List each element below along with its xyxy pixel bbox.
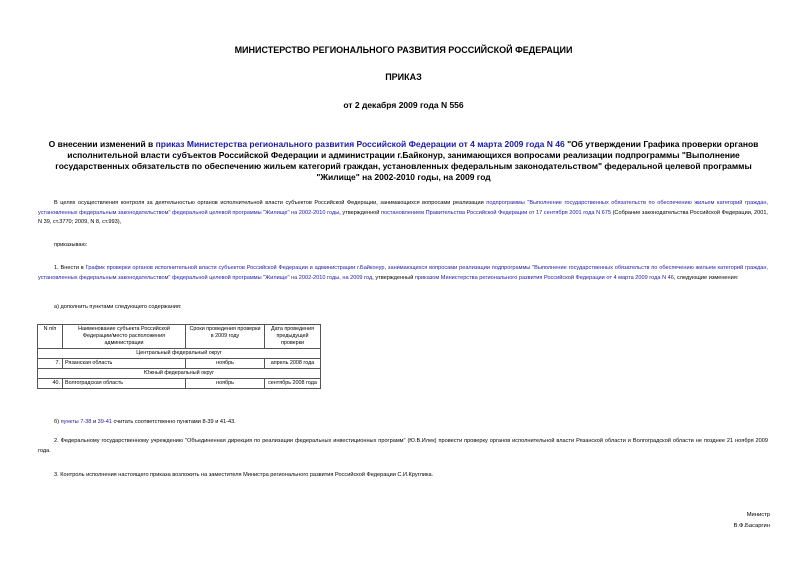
row2-name: Волгоградская область — [63, 379, 186, 389]
item1-text1: 1. Внести в — [54, 265, 84, 271]
table-group-row — [38, 369, 321, 379]
item1-text2: , утвержденный — [372, 274, 414, 281]
table-row — [38, 379, 321, 389]
inspection-table — [37, 324, 321, 389]
signature-name: В.Ф.Басаргин — [733, 523, 770, 529]
item-1b — [54, 418, 236, 428]
header-name: Наименование субъекта Российской Федерации/место расположения администрации — [63, 325, 186, 349]
ministry-heading: МИНИСТЕРСТВО РЕГИОНАЛЬНОГО РАЗВИТИЯ РОССИЙСКОЙ ФЕДЕРАЦИИ — [234, 45, 573, 55]
header-num: N п/п — [38, 325, 63, 349]
para1-text2: , утвержденной — [339, 209, 380, 216]
paragraph-item-3: 3. Контроль исполнения настоящего приказа возложить на заместителя Министра регионального развития Российской Федерации С.И.Круглика. — [54, 472, 434, 478]
paragraph-intro — [38, 199, 768, 228]
header-date: Дата проведения предыдущей проверки — [265, 325, 321, 349]
group-central: Центральный федеральный округ — [38, 349, 321, 359]
para1-text3: (Собрание законодательства Российской Федерации, 2001, N 39, ст.3770; 2009, N 8, ст.993), — [38, 209, 768, 226]
row1-term: ноябрь — [186, 359, 265, 369]
item1b-link-39-41[interactable]: 39-41 — [97, 419, 112, 425]
item1-link-schedule[interactable]: График проверки органов исполнительной власти субъектов Российской Федерации и администрации г.Байконур, занимающихся вопросами реализации подпрограммы "Выполнение государственных обязательств по обеспечению жильем категорий граждан, установленных федеральным законодательством" федеральной целевой программы "Жилище" на 2002-2010 годы, на 2009 год — [38, 265, 768, 281]
para1-link-resolution-675[interactable]: постановлением Правительства Российской Федерации от 17 сентября 2001 года N 675 — [380, 209, 611, 216]
row1-num: 7. — [38, 359, 63, 369]
title-prefix: О внесении изменений в — [48, 139, 154, 149]
paragraph-item-1 — [38, 264, 768, 283]
signature-position: Министр — [746, 512, 770, 518]
item1b-text1: б) — [54, 419, 60, 425]
table-header-row — [38, 325, 321, 349]
para1-link-subprogram[interactable]: подпрограммы "Выполнение государственных обязательств по обеспечению жильем категорий граждан, установленных федеральным законодательством" федеральной целевой программы "Жилище" на 2002-2010 годы — [38, 200, 768, 216]
row2-term: ноябрь — [186, 379, 265, 389]
table-group-row — [38, 349, 321, 359]
table-row — [38, 359, 321, 369]
item-1a: а) дополнить пунктами следующего содержания: — [54, 304, 182, 310]
item1-text3: , следующие изменения: — [673, 274, 739, 281]
row1-date: апрель 2008 года — [265, 359, 321, 369]
row2-date: сентябрь 2008 года — [265, 379, 321, 389]
title-link-order-46[interactable]: приказ Министерства регионального развития Российской Федерации от 4 марта 2009 года N 46 — [155, 139, 565, 149]
doc-type-heading: ПРИКАЗ — [385, 72, 422, 82]
signature-block — [734, 510, 770, 532]
item1b-link-7-38[interactable]: пункты 7-38 — [60, 419, 92, 425]
order-word: приказываю: — [54, 242, 88, 248]
row1-name: Рязанская область — [63, 359, 186, 369]
item1-link-order-46[interactable]: приказом Министерства регионального развития Российской Федерации от 4 марта 2009 года N 46 — [414, 274, 674, 281]
para1-text1: В целях осуществления контроля за деятельностью органов исполнительной власти субъектов Российской Федерации, занимающихся вопросами реализации — [54, 200, 484, 206]
header-term: Сроки проведения проверки в 2009 году — [186, 325, 265, 349]
paragraph-item-2 — [38, 437, 768, 456]
title-suffix: "Об утверждении Графика проверки органов исполнительной власти субъектов Российской Федерации и администрации г.Байконур, занимающихся вопросами реализации подпрограммы "Выполнение государственных обязательств по обеспечению жильем категорий граждан, установленных федеральным законодательством" федеральной целевой программы "Жилище" на 2002-2010 годы, на 2009 год — [55, 139, 759, 182]
item1b-text3: считать соответственно пунктами 8-39 и 41-43. — [113, 419, 236, 425]
item2-text: 2. Федеральному государственному учреждению "Объединенная дирекция по реализации федеральных инвестиционных программ" (Ю.В.Илек) провести проверку органов исполнительной власти Рязанской области и Волгоградской области не позднее 21 ноября 2009 года. — [38, 438, 768, 454]
date-number-heading: от 2 декабря 2009 года N 556 — [343, 100, 464, 110]
row2-num: 40. — [38, 379, 63, 389]
document-title — [40, 139, 767, 183]
group-south: Южный федеральный округ — [38, 369, 321, 379]
item1b-text2: и — [92, 419, 97, 425]
